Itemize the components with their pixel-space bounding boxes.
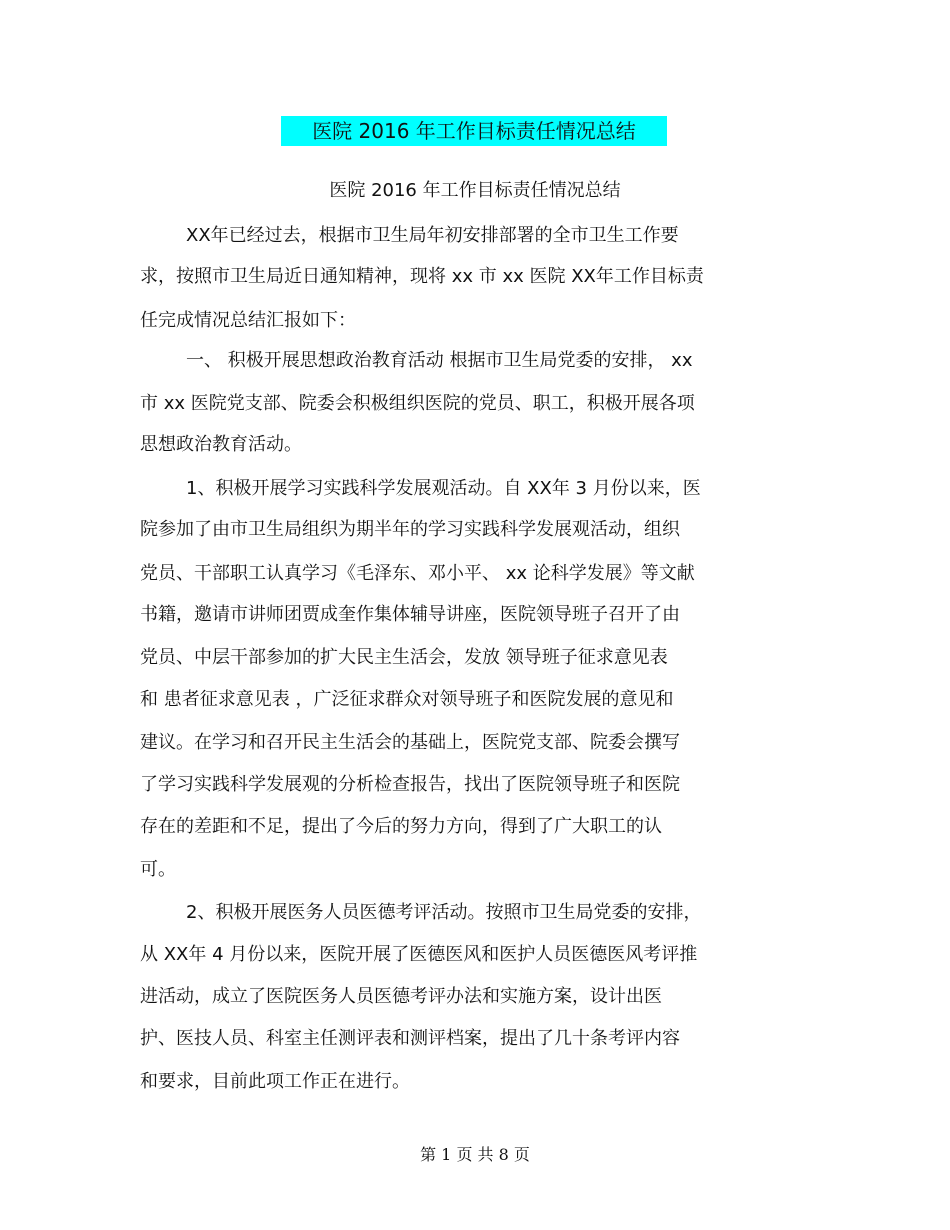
body-line: 市 xx 医院党支部、院委会积极组织医院的党员、职工，积极开展各项 <box>140 393 695 414</box>
body-line: 可。 <box>140 859 176 880</box>
document-subtitle: 医院 2016 年工作目标责任情况总结 <box>329 180 621 201</box>
body-line: 任完成情况总结汇报如下： <box>140 310 356 331</box>
document-title-highlight <box>281 116 667 146</box>
body-line: 从 XX年 4 月份以来，医院开展了医德医风和医护人员医德医风考评推 <box>140 944 698 965</box>
body-line: 1、积极开展学习实践科学发展观活动。自 XX年 3 月份以来，医 <box>186 478 701 499</box>
document-title: 医院 2016 年工作目标责任情况总结 <box>312 119 636 143</box>
body-line: 和要求，目前此项工作正在进行。 <box>140 1071 410 1092</box>
body-line: 存在的差距和不足，提出了今后的努力方向，得到了广大职工的认 <box>140 816 662 837</box>
body-line: 2、积极开展医务人员医德考评活动。按照市卫生局党委的安排， <box>186 902 702 923</box>
body-line: 院参加了由市卫生局组织为期半年的学习实践科学发展观活动，组织 <box>140 519 680 540</box>
body-line: 一、 积极开展思想政治教育活动 根据市卫生局党委的安排， xx <box>186 350 693 371</box>
body-line: 进活动，成立了医院医务人员医德考评办法和实施方案，设计出医 <box>140 986 662 1007</box>
body-line: 护、医技人员、科室主任测评表和测评档案，提出了几十条考评内容 <box>140 1028 680 1049</box>
body-line: 了学习实践科学发展观的分析检查报告，找出了医院领导班子和医院 <box>140 774 680 795</box>
body-line: 求，按照市卫生局近日通知精神，现将 xx 市 xx 医院 XX年工作目标责 <box>140 266 704 287</box>
body-line: 建议。在学习和召开民主生活会的基础上，医院党支部、院委会撰写 <box>140 732 680 753</box>
page-number-footer: 第 1 页 共 8 页 <box>420 1145 530 1164</box>
body-line: 思想政治教育活动。 <box>140 434 302 455</box>
body-line: 党员、干部职工认真学习《毛泽东、邓小平、 xx 论科学发展》等文献 <box>140 563 695 584</box>
body-line: 书籍，邀请市讲师团贾成奎作集体辅导讲座，医院领导班子召开了由 <box>140 604 680 625</box>
body-line: 和 患者征求意见表 ，广泛征求群众对领导班子和医院发展的意见和 <box>140 689 674 710</box>
body-line: 党员、中层干部参加的扩大民主生活会，发放 领导班子征求意见表 <box>140 647 668 668</box>
body-line: XX年已经过去，根据市卫生局年初安排部署的全市卫生工作要 <box>186 225 679 246</box>
